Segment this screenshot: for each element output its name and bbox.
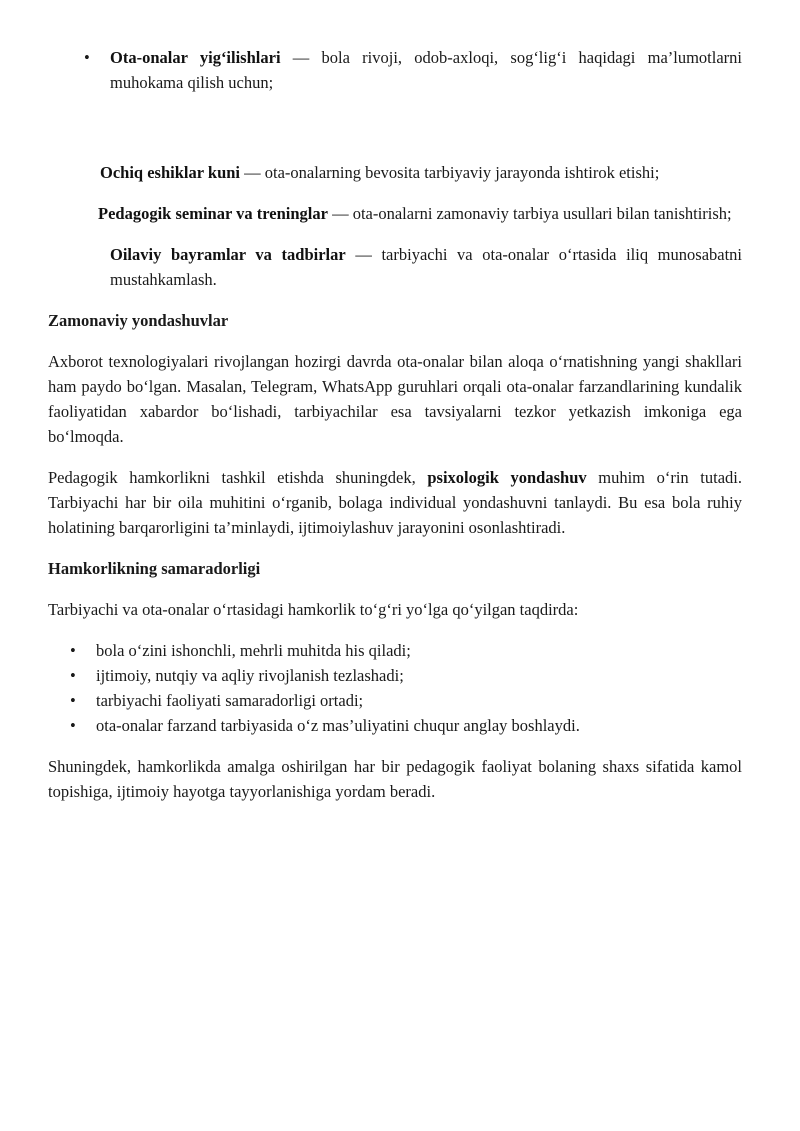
term-family-events: Oilaviy bayramlar va tadbirlar bbox=[110, 245, 346, 264]
list-item-text: ijtimoiy, nutqiy va aqliy rivojlanish tezlashadi; bbox=[96, 666, 404, 685]
term-seminar: Pedagogik seminar va treninglar bbox=[98, 204, 328, 223]
document-page bbox=[48, 45, 742, 804]
bullet-icon: • bbox=[70, 666, 76, 685]
heading-modern-approaches: Zamonaviy yondashuvlar bbox=[48, 311, 229, 330]
effectiveness-list bbox=[48, 638, 742, 738]
item-seminar bbox=[48, 201, 742, 226]
bullet-icon: • bbox=[84, 48, 90, 67]
description-seminar: — ota-onalarni zamonaviy tarbiya usullari bilan tanishtirish; bbox=[327, 204, 732, 223]
paragraph-psychological-end: muhim o‘rin tutadi. Tarbiyachi har bir oila muhitini o‘rganib, bolaga individual yondashuvni tanlaydi. Bu esa bola ruhiy holatining barqarorligini ta’minlaydi, ijtimoiylashuv jarayonini osonlashtiradi. bbox=[48, 468, 743, 537]
list-item-text: ota-onalar farzand tarbiyasida o‘z mas’uliyatini chuqur anglay boshlaydi. bbox=[96, 716, 580, 735]
paragraph-psychological bbox=[48, 465, 742, 540]
description-family-events: — tarbiyachi va ota-onalar o‘rtasida iliq munosabatni mustahkamlash. bbox=[110, 245, 743, 289]
list-item-text: bola o‘zini ishonchli, mehrli muhitda his qiladi; bbox=[96, 641, 411, 660]
heading-effectiveness: Hamkorlikning samaradorligi bbox=[48, 559, 261, 578]
list-item-text: tarbiyachi faoliyati samaradorligi ortadi; bbox=[96, 691, 364, 710]
item-family-events bbox=[110, 242, 742, 292]
description-parent-meetings: — bola rivoji, odob-axloqi, sog‘lig‘i haqidagi ma’lumotlarni muhokama qilish uchun; bbox=[110, 48, 743, 92]
term-psychological-approach: psixologik yondashuv bbox=[427, 468, 587, 487]
paragraph-effectiveness-intro: Tarbiyachi va ota-onalar o‘rtasidagi hamkorlik to‘g‘ri yo‘lga qo‘yilgan taqdirda: bbox=[48, 600, 579, 619]
term-open-day: Ochiq eshiklar kuni bbox=[100, 163, 241, 182]
list-item bbox=[48, 713, 742, 738]
list-item-parent-meetings bbox=[84, 45, 743, 95]
list-item bbox=[48, 688, 742, 713]
paragraph-conclusion: Shuningdek, hamkorlikda amalga oshirilgan har bir pedagogik faoliyat bolaning shaxs sifatida kamol topishiga, ijtimoiy hayotga tayyorlanishiga yordam beradi. bbox=[48, 757, 742, 801]
item-open-day bbox=[100, 160, 742, 185]
bullet-icon: • bbox=[70, 641, 76, 660]
list-item bbox=[48, 638, 742, 663]
bullet-icon: • bbox=[70, 716, 76, 735]
description-open-day: — ota-onalarning bevosita tarbiyaviy jarayonda ishtirok etishi; bbox=[240, 163, 660, 182]
bullet-icon: • bbox=[70, 691, 76, 710]
paragraph-technology: Axborot texnologiyalari rivojlangan hozirgi davrda ota-onalar bilan aloqa o‘rnatishning yangi shakllari ham paydo bo‘lgan. Masalan, Telegram, WhatsApp guruhlari orqali ota-onalar farzandlarining kundalik faoliyatidan xabardor bo‘lishadi, tarbiyachilar esa tavsiyalarni tezkor yetkazish imkoniga ega bo‘lmoqda. bbox=[48, 352, 742, 446]
term-parent-meetings: Ota-onalar yig‘ilishlari bbox=[110, 48, 281, 67]
list-item bbox=[48, 663, 742, 688]
paragraph-psychological-start: Pedagogik hamkorlikni tashkil etishda shuningdek, bbox=[48, 468, 428, 487]
